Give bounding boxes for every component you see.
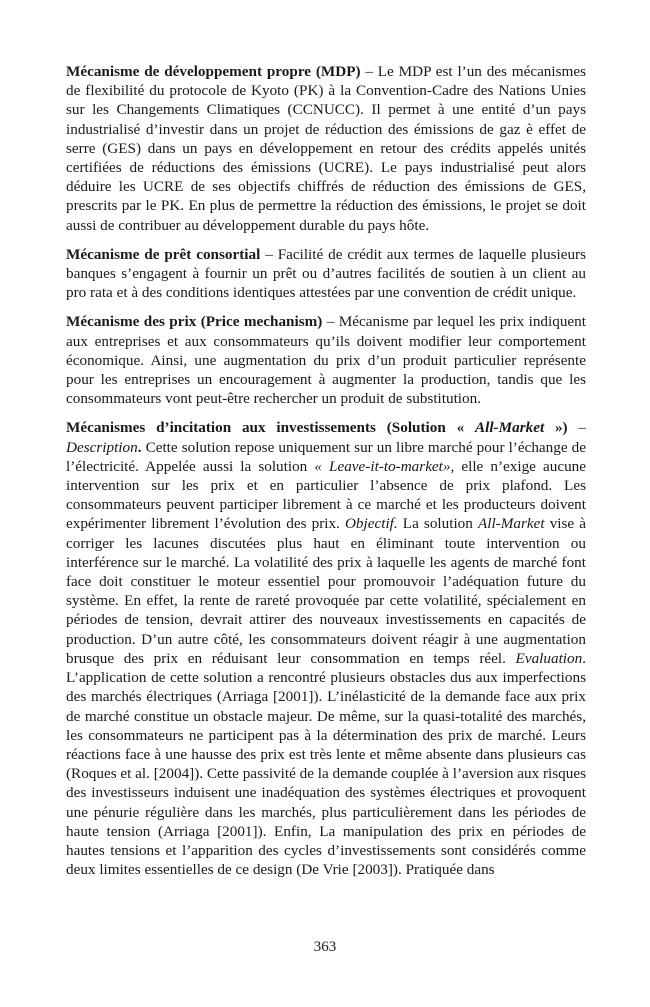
entry-text: , elle n’exige aucune intervention sur les prix et en particulier l’absence de prix plafond. Les consommateurs peuvent participer librement à ce marché et les producteurs doivent expérimenter librement l’évolution des prix. — [66, 457, 586, 533]
entry-term-part: ») — [544, 419, 568, 437]
entry-definition: – Facilité de crédit aux termes de laquelle plusieurs banques s’engagent à fournir un prêt ou d’autres facilités de soutien à un client au pro rata et à des conditions identiques attestées par une convention de crédit unique. — [66, 245, 586, 302]
section-label-evaluation: Evaluation — [515, 649, 583, 667]
entry-term: Mécanisme de développement propre (MDP) — [66, 63, 361, 80]
section-label-objectif: Objectif. — [344, 515, 398, 533]
entry-term: Mécanisme de prêt consortial — [66, 245, 261, 263]
entry-definition: – Mécanisme par lequel les prix indiquent aux entreprises et aux consommateurs qu’ils doivent modifier leur comportement économique. Ainsi, une augmentation du prix d’un produit particulier représente pour les entreprises un encouragement à augmenter la production, tandis que les consommateurs vont peut-être rechercher un produit de substitution. — [66, 313, 586, 408]
glossary-entry-incitation-investissements — [66, 418, 586, 879]
entry-dash: – — [567, 419, 586, 437]
entry-term: Mécanisme des prix (Price mechanism) — [66, 313, 323, 331]
page-number: 363 — [313, 939, 337, 955]
entry-term — [66, 419, 568, 436]
entry-text: Cette solution repose uniquement sur un libre marché pour l’échange de l’électricité. Appelée aussi la solution — [66, 438, 586, 475]
glossary-entry-mdp — [66, 62, 586, 235]
entry-text: . L’application de cette solution a rencontré plusieurs obstacles dus aux imperfections des marchés électriques (Arriaga [2001]). L’inélasticité de la demande face aux prix de marché constitue un obstacle majeur. De même, sur la quasi-totalité des marchés, les consommateurs ne participent pas à la détermination des prix de marché. Leurs réactions face à une hausse des prix est très lente et même absente dans plusieurs cas (Roques et al. [2004]). Cette passivité de la demande couplée à l’aversion aux risques des investisseurs induisent une inadéquation des systèmes électriques et provoquent une pénurie régulière dans les marchés, plus particulièrement dans les périodes de haute tension (Arriaga [2001]). Enfin, La manipulation des prix en périodes de hautes tensions et l’apparition des cycles d’investissements sont considérés comme deux limites essentielles de ce design (De Vrie [2003]). Pratiquée dans — [66, 649, 587, 879]
italic-term: All-Market — [477, 515, 545, 533]
label-dot: . — [137, 438, 142, 456]
entry-term-part: Mécanismes d’incitation aux investissements (Solution « — [66, 419, 475, 437]
entry-text: La solution — [397, 515, 478, 533]
entry-term-italic: All-Market — [474, 419, 545, 437]
section-label-description: Description — [66, 438, 138, 456]
entry-text: vise à corriger les lacunes discutées plus haut en éliminant toute intervention ou interférence sur le marché. La volatilité des prix à laquelle les agents de marché font face doit constituer le moteur essentiel pour promouvoir l’adéquation future du système. En effet, la rente de rareté provoquée par cette volatilité, spécialement en périodes de tension, devrait attirer des nouveaux investissements en capacités de production. D’un autre côté, les consommateurs doivent réagir à une augmentation brusque des prix en réduisant leur consommation en temps réel. — [66, 515, 586, 667]
entry-definition: – Le MDP est l’un des mécanismes de flexibilité du protocole de Kyoto (PK) à la Convention-Cadre des Nations Unies sur les Changements Climatiques (CCNUCC). Il permet à une entité d’un pays industrialisé d’investir dans un projet de réduction des émissions de gaz è effet de serre (GES) dans un pays en développement en retour des crédits appelés unités certifiées de réductions des émissions (UCRE). Le pays industrialisé peut alors déduire les UCRE de ses objectifs chiffrés de réduction des émissions de GES, prescrits par le PK. En plus de permettre la réduction des émissions, le projet se doit aussi de contribuer au développement durable du pays hôte. — [66, 63, 586, 234]
quoted-term: « Leave-it-to-market» — [314, 457, 451, 475]
page-content — [66, 62, 586, 889]
glossary-entry-mecanisme-prix — [66, 312, 586, 408]
glossary-entry-pret-consortial — [66, 245, 586, 303]
